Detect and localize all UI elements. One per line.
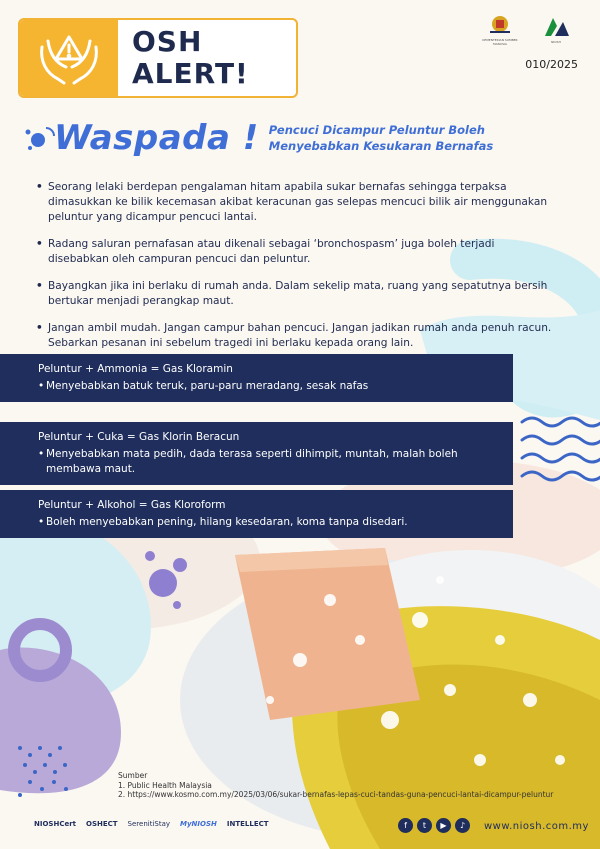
reference-number: 010/2025 <box>525 58 578 71</box>
ammonia-box <box>0 354 513 402</box>
title-subtitle <box>269 122 494 154</box>
bullet-text: Radang saluran pernafasan atau dikenali sebagai ‘bronchospasm’ juga boleh terjadi disebabkan oleh campuran pencuci dan peluntur. <box>48 238 495 265</box>
bullet-dot: • <box>38 380 45 392</box>
bullet-dot: • <box>38 516 45 528</box>
list-item <box>36 279 556 309</box>
footer-logo: SerenitiStay <box>127 820 171 828</box>
twitter-icon[interactable]: t <box>417 818 432 833</box>
niosh-logo <box>534 14 578 46</box>
osh-alert-badge <box>18 18 298 98</box>
box-line <box>38 447 499 477</box>
box-text: Menyebabkan batuk teruk, paru-paru meradang, sesak nafas <box>46 380 369 392</box>
alcohol-box <box>0 490 513 538</box>
bullet-dot: • <box>36 181 43 193</box>
box-heading: Peluntur + Cuka = Gas Klorin Beracun <box>38 431 240 443</box>
footer-logo: OSHECT <box>86 820 118 828</box>
youtube-icon[interactable]: ▶ <box>436 818 451 833</box>
box-line <box>38 515 499 530</box>
footer-logo: MyNIOSH <box>180 820 217 828</box>
list-item <box>36 321 556 351</box>
bullet-dot: • <box>36 322 43 334</box>
alert-title <box>24 118 493 158</box>
bullet-text: Bayangkan jika ini berlaku di rumah anda. Dalam sekelip mata, ruang yang sepatutnya bersih bertukar menjadi perangkap maut. <box>48 280 548 307</box>
badge-line1: OSH <box>132 25 203 58</box>
tiktok-icon[interactable]: ♪ <box>455 818 470 833</box>
badge-line2: ALERT! <box>132 57 249 90</box>
badge-title <box>118 26 296 90</box>
ksm-logo-caption: KEMENTERIAN SUMBER MANUSIA <box>482 38 518 46</box>
social-links <box>398 818 470 833</box>
bullet-list <box>36 180 556 363</box>
bullet-dot: • <box>36 280 43 292</box>
box-text: Menyebabkan mata pedih, dada terasa seperti dihimpit, muntah, malah boleh membawa maut. <box>46 448 458 475</box>
ksm-logo <box>478 14 522 46</box>
list-item <box>36 180 556 225</box>
box-text: Boleh menyebabkan pening, hilang kesedaran, koma tanpa disedari. <box>46 516 408 528</box>
bullet-dot: • <box>38 448 45 460</box>
facebook-icon[interactable]: f <box>398 818 413 833</box>
bullet-text: Jangan ambil mudah. Jangan campur bahan pencuci. Jangan jadikan rumah anda penuh racun. Sebarkan pesanan ini sebelum tragedi ini berlaku kepada orang lain. <box>48 322 552 349</box>
footer-logo: NIOSHCert <box>34 820 76 828</box>
bullet-dot: • <box>36 238 43 250</box>
box-line <box>38 379 499 394</box>
box-heading: Peluntur + Alkohol = Gas Kloroform <box>38 499 226 511</box>
agency-logos <box>478 14 578 46</box>
subtitle-line1: Pencuci Dicampur Peluntur Boleh <box>268 123 485 137</box>
list-item <box>36 237 556 267</box>
hands-warning-icon <box>20 20 118 96</box>
vinegar-box <box>0 422 513 485</box>
bullet-text: Seorang lelaki berdepan pengalaman hitam apabila sukar bernafas sehingga terpaksa dimasukkan ke bilik kecemasan akibat keracunan gas selepas mencuci bilik air menggunakan peluntur yang dicampur pencuci lantai. <box>48 181 548 223</box>
footer-logo: INTELLECT <box>226 820 269 828</box>
website-link[interactable]: www.niosh.com.my <box>484 821 589 832</box>
source-item: 2. https://www.kosmo.com.my/2025/03/06/sukar-bernafas-lepas-cuci-tandas-guna-pencuci-lantai-dicampur-peluntur <box>118 790 554 799</box>
box-heading: Peluntur + Ammonia = Gas Kloramin <box>38 363 233 375</box>
sources-label: Sumber <box>118 771 148 780</box>
title-main: Waspada ! <box>54 118 259 158</box>
sources <box>118 771 553 800</box>
footer-logos <box>34 820 269 828</box>
source-item: 1. Public Health Malaysia <box>118 780 212 790</box>
niosh-logo-caption: NIOSH <box>551 40 561 44</box>
subtitle-line2: Menyebabkan Kesukaran Bernafas <box>268 139 494 153</box>
